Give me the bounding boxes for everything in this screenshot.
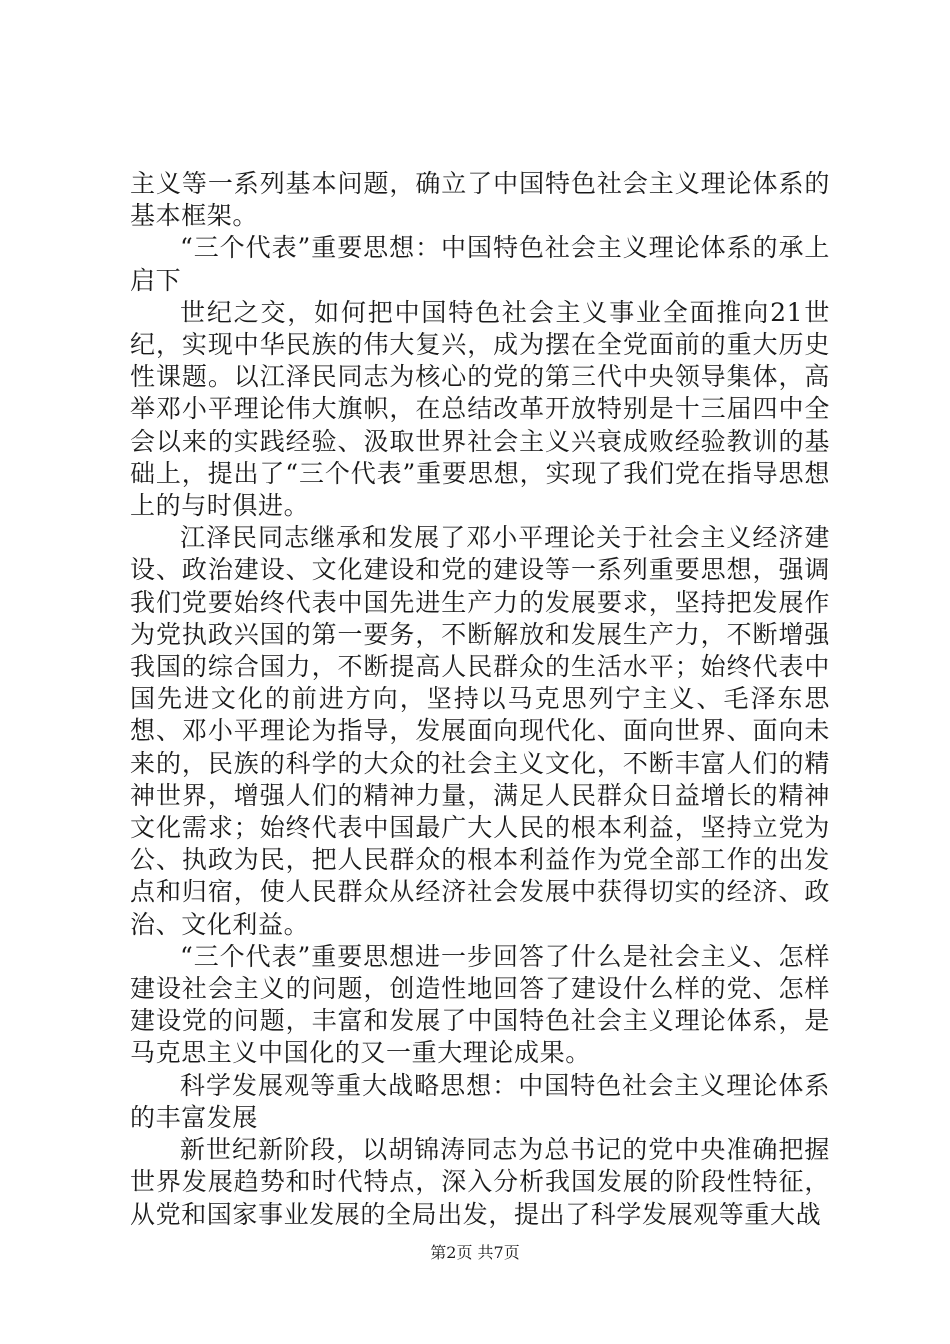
paragraph: 新世纪新阶段，以胡锦涛同志为总书记的党中央准确把握世界发展趋势和时代特点，深入分析我国发展的阶段性特征，从党和国家事业发展的全局出发，提出了科学发展观等重大战 bbox=[130, 1135, 830, 1229]
paragraph-continuation: 主义等一系列基本问题，确立了中国特色社会主义理论体系的基本框架。 bbox=[130, 169, 830, 231]
section-heading: “三个代表”重要思想：中国特色社会主义理论体系的承上启下 bbox=[130, 233, 830, 295]
section-heading: 科学发展观等重大战略思想：中国特色社会主义理论体系的丰富发展 bbox=[130, 1070, 830, 1132]
paragraph: 江泽民同志继承和发展了邓小平理论关于社会主义经济建设、政治建设、文化建设和党的建设等一系列重要思想，强调我们党要始终代表中国先进生产力的发展要求，坚持把发展作为党执政兴国的第一要务，不断解放和发展生产力，不断增强我国的综合国力，不断提高人民群众的生活水平；始终代表中国先进文化的前进方向，坚持以马克思列宁主义、毛泽东思想、邓小平理论为指导，发展面向现代化、面向世界、面向未来的，民族的科学的大众的社会主义文化，不断丰富人们的精神世界，增强人们的精神力量，满足人民群众日益增长的精神文化需求；始终代表中国最广大人民的根本利益，坚持立党为公、执政为民，把人民群众的根本利益作为党全部工作的出发点和归宿，使人民群众从经济社会发展中获得切实的经济、政治、文化利益。 bbox=[130, 523, 830, 939]
paragraph: “三个代表”重要思想进一步回答了什么是社会主义、怎样建设社会主义的问题，创造性地回答了建设什么样的党、怎样建设党的问题，丰富和发展了中国特色社会主义理论体系，是马克思主义中国化的又一重大理论成果。 bbox=[130, 941, 830, 1068]
document-body bbox=[130, 168, 830, 1231]
page-number-footer: 第2页 共7页 bbox=[430, 1243, 520, 1262]
paragraph: 世纪之交，如何把中国特色社会主义事业全面推向21世纪，实现中华民族的伟大复兴，成为摆在全党面前的重大历史性课题。以江泽民同志为核心的党的第三代中央领导集体，高举邓小平理论伟大旗帜，在总结改革开放特别是十三届四中全会以来的实践经验、汲取世界社会主义兴衰成败经验教训的基础上，提出了“三个代表”重要思想，实现了我们党在指导思想上的与时俱进。 bbox=[130, 297, 830, 521]
